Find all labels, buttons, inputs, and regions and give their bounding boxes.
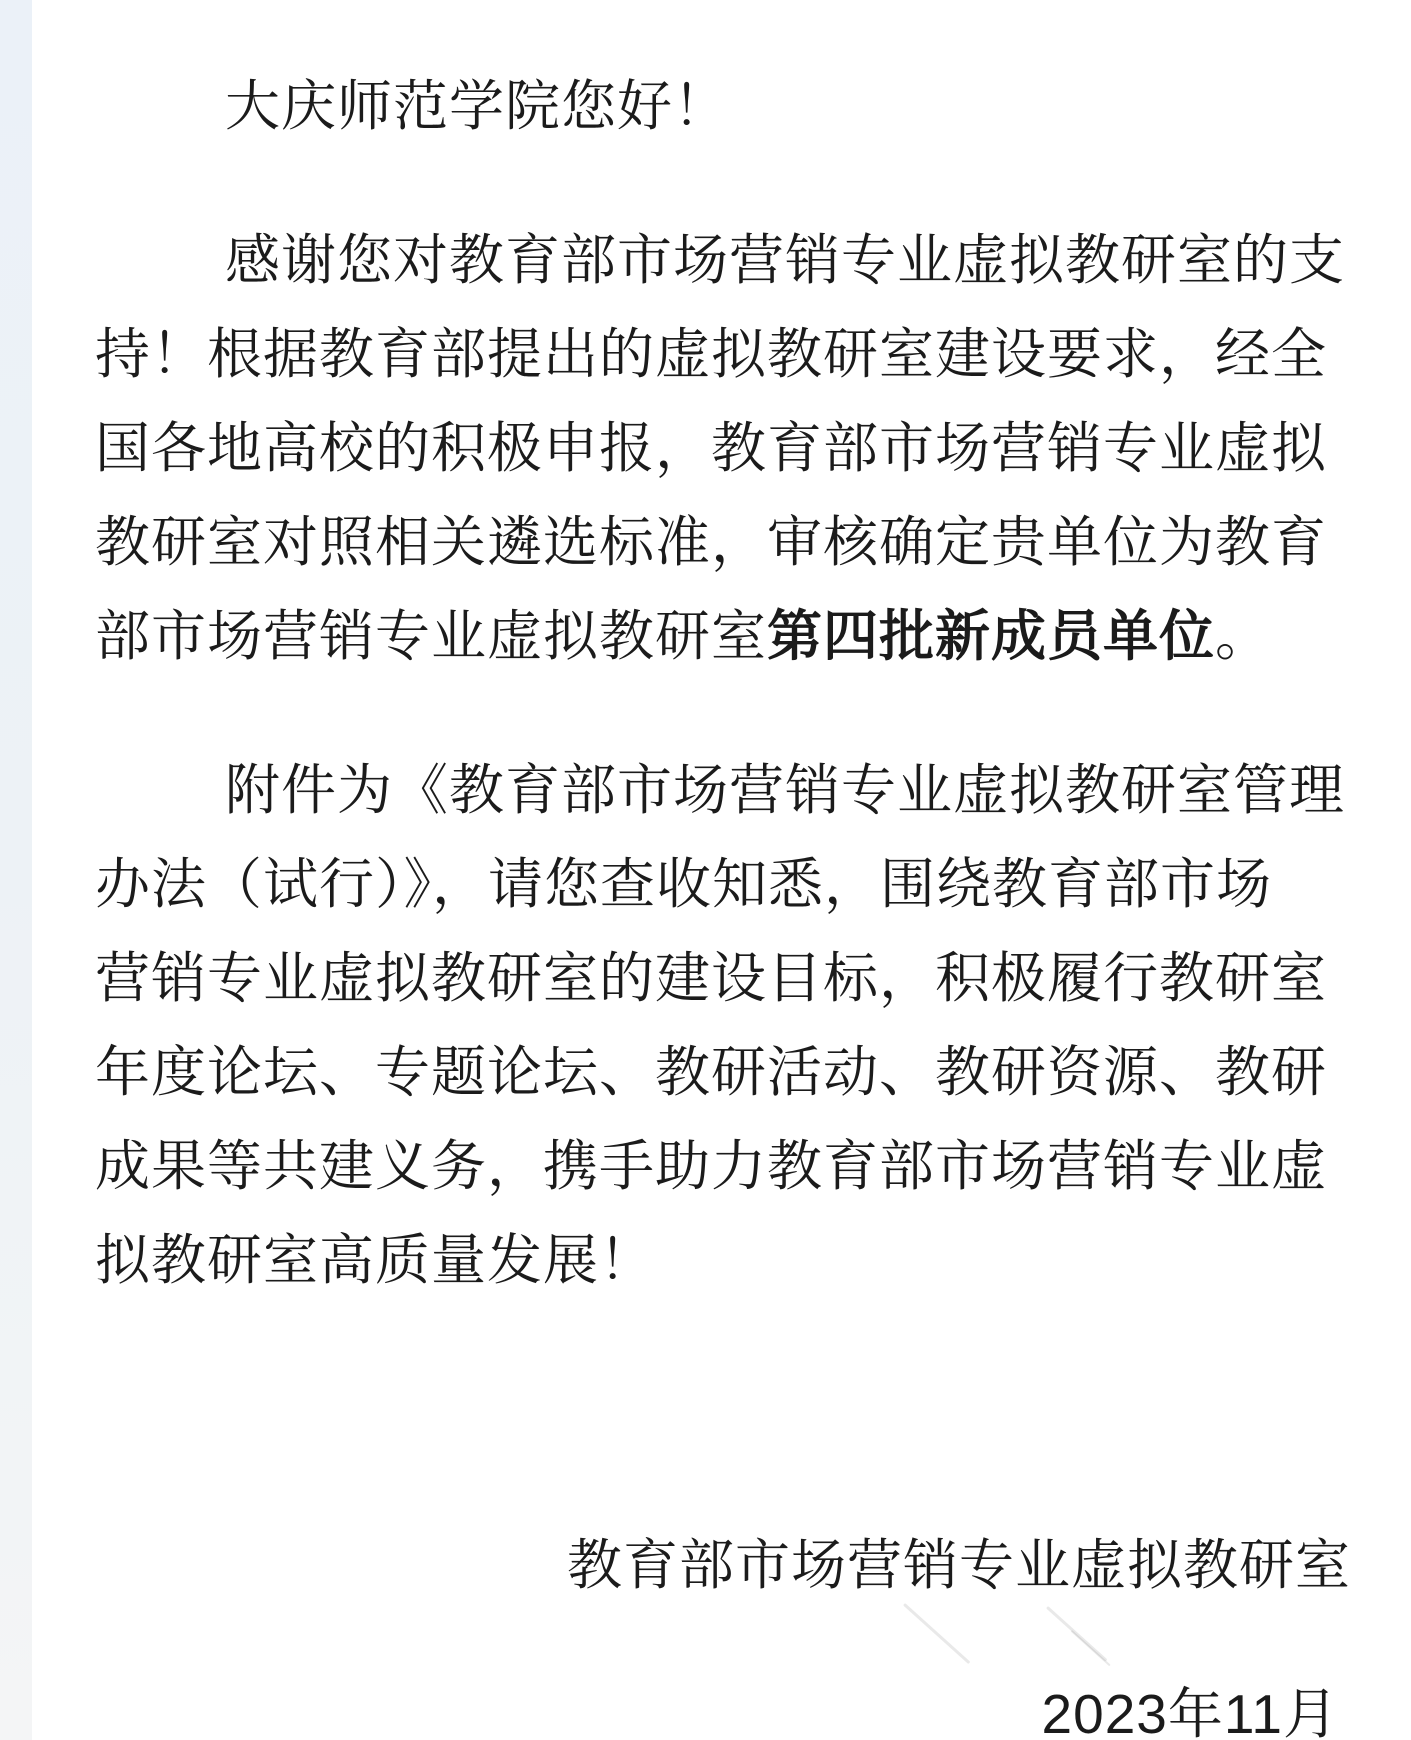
text-segment: 持！根据教育部提出的虚拟教研室建设要求，经全 <box>95 323 1328 385</box>
text-segment: 附件为《教育部市场营销专业虚拟教研室管理 <box>225 759 1346 821</box>
paragraph <box>95 213 1351 683</box>
greeting-line: 大庆师范学院您好！ <box>225 75 730 137</box>
text-line <box>95 589 1351 683</box>
text-line <box>95 931 1351 1025</box>
text-segment: 营销专业虚拟教研室的建设目标，积极履行教研室 <box>95 947 1328 1009</box>
text-line <box>95 743 1351 837</box>
text-segment: 教研室对照相关遴选标准，审核确定贵单位为教育 <box>95 511 1328 573</box>
text-line <box>95 837 1351 931</box>
text-line <box>95 1025 1351 1119</box>
text-segment: 拟教研室高质量发展！ <box>95 1229 656 1291</box>
signature-line: 教育部市场营销专业虚拟教研室 <box>566 1534 1351 1596</box>
text-line <box>95 1213 1351 1307</box>
text-segment: 成果等共建义务，携手助力教育部市场营销专业虚 <box>95 1135 1328 1197</box>
text-line <box>95 213 1351 307</box>
text-segment: 国各地高校的积极申报，教育部市场营销专业虚拟 <box>95 417 1328 479</box>
bold-text-segment: 第四批新成员单位 <box>767 605 1216 667</box>
text-segment: 。 <box>1215 605 1272 667</box>
text-segment: 部市场营销专业虚拟教研室 <box>95 605 768 667</box>
text-line <box>95 495 1351 589</box>
text-segment: 感谢您对教育部市场营销专业虚拟教研室的支 <box>225 229 1346 291</box>
letter-body <box>95 213 1351 1307</box>
page-edge-strip <box>0 0 32 1740</box>
text-line <box>95 1119 1351 1213</box>
date-line: 2023年11月 <box>1041 1683 1339 1740</box>
text-segment: 年度论坛、专题论坛、教研活动、教研资源、教研 <box>95 1041 1328 1103</box>
paragraph <box>95 743 1351 1307</box>
text-line <box>95 401 1351 495</box>
text-line <box>95 307 1351 401</box>
letter-content <box>95 0 1351 1740</box>
text-segment: 办法（试行）》，请您查收知悉，围绕教育部市场 <box>95 853 1273 915</box>
